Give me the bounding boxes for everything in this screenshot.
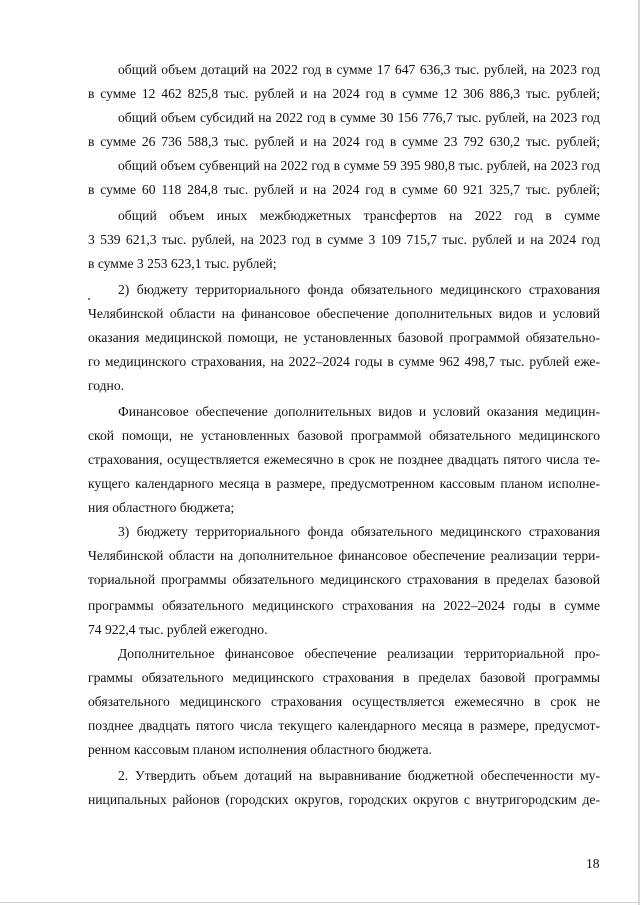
- text-line: в сумме 12 462 825,8 тыс. рублей и на 2024 год в сумме 12 306 886,3 тыс. рублей;: [88, 86, 600, 101]
- text-line: годно.: [88, 378, 125, 393]
- text-line: в сумме 26 736 588,3 тыс. рублей и на 2024 год в сумме 23 792 630,2 тыс. рублей;: [88, 134, 600, 149]
- text-line: страхования, осуществляется ежемесячно в срок не позднее двадцать пятого числа те-: [88, 452, 600, 467]
- text-line: общий объем субвенций на 2022 год в сумме 59 395 980,8 тыс. рублей, на 2023 год: [118, 158, 600, 173]
- text-line: 2. Утвердить объем дотаций на выравнивание бюджетной обеспеченности му-: [118, 768, 600, 783]
- text-line: в сумме 60 118 284,8 тыс. рублей и на 2024 год в сумме 60 921 325,7 тыс. рублей;: [88, 182, 600, 197]
- text-line: ториальной программы обязательного медицинского страхования в пределах базовой: [88, 572, 600, 587]
- text-line: оказания медицинской помощи, не установленных базовой программой обязательно-: [88, 330, 600, 345]
- text-line: Челябинской области на финансовое обеспечение дополнительных видов и условий: [88, 306, 600, 321]
- text-line: 3 539 621,3 тыс. рублей, на 2023 год в сумме 3 109 715,7 тыс. рублей и на 2024 год: [88, 232, 600, 247]
- text-line: обязательного медицинского страхования осуществляется ежемесячно в срок не: [88, 694, 600, 709]
- text-line: в сумме 3 253 623,1 тыс. рублей;: [88, 256, 277, 271]
- text-line: граммы обязательного медицинского страхования в пределах базовой программы: [88, 670, 600, 685]
- text-line: 3) бюджету территориального фонда обязательного медицинского страхования: [118, 524, 600, 539]
- text-line: Дополнительное финансовое обеспечение реализации территориальной про-: [118, 646, 600, 661]
- text-line: 2) бюджету территориального фонда обязательного медицинского страхования: [118, 282, 600, 297]
- text-line: программы обязательного медицинского страхования на 2022–2024 годы в сумме: [88, 598, 600, 613]
- scan-speck: [88, 298, 90, 300]
- text-line: общий объем иных межбюджетных трансфертов на 2022 год в сумме: [118, 208, 600, 223]
- text-line: Финансовое обеспечение дополнительных видов и условий оказания медицин-: [118, 404, 600, 419]
- text-line: 74 922,4 тыс. рублей ежегодно.: [88, 622, 268, 637]
- text-line: позднее двадцать пятого числа текущего календарного месяца в размере, предусмот-: [88, 718, 600, 733]
- text-line: ской помощи, не установленных базовой программой обязательного медицинского: [88, 428, 600, 443]
- page-number: 18: [586, 856, 600, 871]
- text-line: кущего календарного месяца в размере, предусмотренном кассовым планом исполне-: [88, 476, 600, 491]
- text-line: общий объем субсидий на 2022 год в сумме 30 156 776,7 тыс. рублей, на 2023 год: [118, 110, 600, 125]
- page-edge-bottom: [0, 902, 640, 903]
- text-line: ниципальных районов (городских округов, городских округов с внутригородским де-: [88, 792, 600, 807]
- text-line: го медицинского страхования, на 2022–2024 годы в сумме 962 498,7 тыс. рублей еже-: [88, 354, 600, 369]
- text-line: Челябинской области на дополнительное финансовое обеспечение реализации терри-: [88, 548, 600, 563]
- text-line: общий объем дотаций на 2022 год в сумме 17 647 636,3 тыс. рублей, на 2023 год: [118, 62, 600, 77]
- text-line: ренном кассовым планом исполнения областного бюджета.: [88, 742, 432, 757]
- text-line: ния областного бюджета;: [88, 500, 235, 515]
